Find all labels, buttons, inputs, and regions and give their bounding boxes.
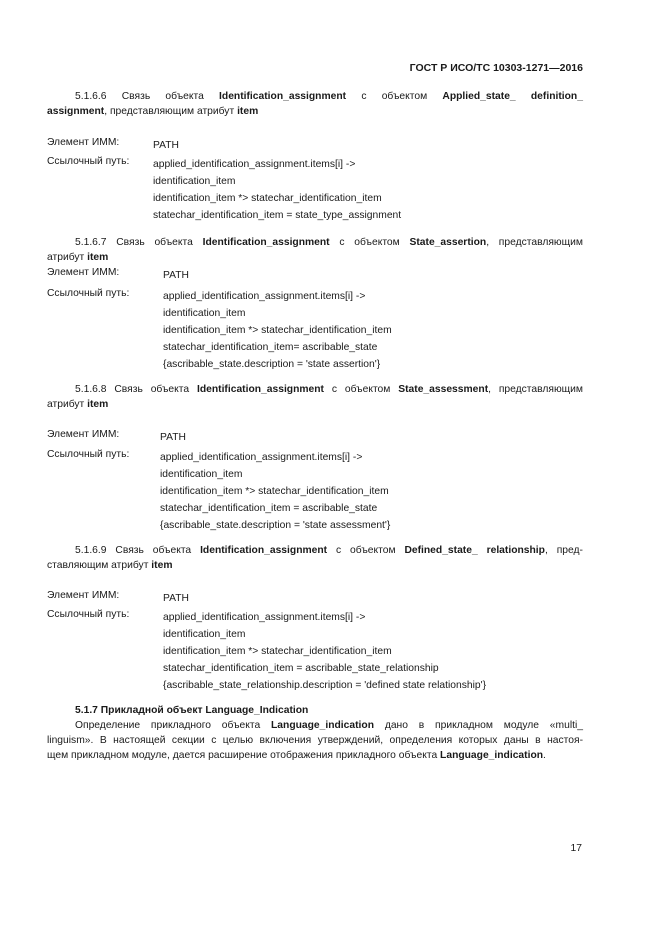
imm-element-value: PATH: [163, 270, 189, 281]
text: ставляющим атрибут: [47, 560, 149, 571]
text: дано в прикладном модуле «multi_: [384, 720, 583, 731]
entity-name: assignment: [47, 106, 105, 117]
path-line: applied_identification_assignment.items[i] ->: [160, 452, 363, 463]
subsection-517: [47, 703, 583, 763]
text: атрибут: [47, 252, 85, 263]
text: с объектом: [361, 91, 428, 102]
entity-name: Identification_assignment: [200, 545, 328, 556]
page-number: 17: [570, 843, 582, 854]
attribute-name: item: [237, 106, 259, 117]
text: с объектом: [339, 237, 400, 248]
path-line: statechar_identification_item = state_type_assignment: [153, 210, 402, 221]
reference-path-label: Ссылочный путь:: [47, 156, 130, 167]
path-line: {ascribable_state.description = 'state assessment'}: [160, 520, 391, 531]
path-line: identification_item: [160, 469, 243, 480]
section-number: 5.1.6.9: [75, 545, 107, 556]
imm-element-label: Элемент ИММ:: [47, 267, 120, 278]
reference-path-lines: [163, 609, 486, 694]
text: linguism». В настоящей секции с целью включения утверждений, определения которых даны в настоя-: [47, 735, 583, 746]
text: , представляющим: [488, 384, 583, 395]
text: атрибут: [47, 399, 85, 410]
section-5166-paragraph: [47, 89, 583, 119]
reference-path-lines: [153, 156, 401, 224]
path-line: identification_item *> statechar_identification_item: [163, 646, 392, 657]
section-number: 5.1.6.8: [75, 384, 107, 395]
path-line: applied_identification_assignment.items[i] ->: [153, 159, 356, 170]
imm-element-label: Элемент ИММ:: [47, 137, 120, 148]
path-line: identification_item *> statechar_identification_item: [163, 325, 392, 336]
path-line: identification_item *> statechar_identification_item: [160, 486, 389, 497]
text: щем прикладном модуле, дается расширение отображения прикладного объекта: [47, 750, 438, 761]
entity-name: State_assertion: [409, 237, 487, 248]
path-line: {ascribable_state_relationship.description = 'defined state relationship'}: [163, 680, 487, 691]
section-number: 5.1.6.6: [75, 91, 107, 102]
path-line: statechar_identification_item= ascribable_state: [163, 342, 378, 353]
text: .: [543, 750, 546, 761]
attribute-name: item: [87, 399, 109, 410]
path-line: identification_item: [163, 308, 246, 319]
section-5167-paragraph: [47, 235, 583, 265]
section-number: 5.1.6.7: [75, 237, 107, 248]
reference-path-lines: [160, 449, 390, 534]
path-line: applied_identification_assignment.items[i] ->: [163, 291, 366, 302]
imm-element-label: Элемент ИММ:: [47, 429, 120, 440]
imm-element-value: PATH: [153, 140, 179, 151]
text: , пред-: [544, 545, 583, 556]
entity-name: Identification_assignment: [202, 237, 330, 248]
entity-name: Applied_state_ definition_: [442, 91, 583, 102]
reference-path-label: Ссылочный путь:: [47, 288, 130, 299]
entity-name: Language_indication: [440, 750, 544, 761]
imm-element-value: PATH: [160, 432, 186, 443]
entity-name: State_assessment: [398, 384, 489, 395]
path-line: identification_item *> statechar_identification_item: [153, 193, 382, 204]
text: Связь объекта: [121, 91, 204, 102]
path-line: statechar_identification_item = ascribable_state_relationship: [163, 663, 439, 674]
reference-path-lines: [163, 288, 392, 373]
reference-path-label: Ссылочный путь:: [47, 449, 130, 460]
entity-name: Defined_state_ relationship: [404, 545, 545, 556]
section-5168-paragraph: [47, 382, 583, 412]
path-line: {ascribable_state.description = 'state assertion'}: [163, 359, 381, 370]
reference-path-label: Ссылочный путь:: [47, 609, 130, 620]
path-line: identification_item: [163, 629, 246, 640]
text: Связь объекта: [116, 237, 193, 248]
entity-name: Language_indication: [271, 720, 374, 731]
entity-name: Identification_assignment: [196, 384, 324, 395]
path-line: identification_item: [153, 176, 236, 187]
text: Определение прикладного объекта: [75, 720, 261, 731]
imm-element-label: Элемент ИММ:: [47, 590, 120, 601]
attribute-name: item: [87, 252, 109, 263]
path-line: applied_identification_assignment.items[i] ->: [163, 612, 366, 623]
attribute-name: item: [151, 560, 173, 571]
subsection-heading: 5.1.7 Прикладной объект Language_Indication: [75, 705, 309, 716]
text: с объектом: [331, 384, 391, 395]
section-5169-paragraph: [47, 543, 583, 573]
document-header: ГОСТ Р ИСО/ТС 10303-1271—2016: [409, 62, 583, 74]
text: , представляющим: [486, 237, 583, 248]
text: Связь объекта: [114, 384, 190, 395]
entity-name: Identification_assignment: [219, 91, 347, 102]
text: Связь объекта: [115, 545, 192, 556]
text: с объектом: [336, 545, 396, 556]
imm-element-value: PATH: [163, 593, 189, 604]
path-line: statechar_identification_item = ascribable_state: [160, 503, 378, 514]
text: , представляющим атрибут: [104, 106, 235, 117]
